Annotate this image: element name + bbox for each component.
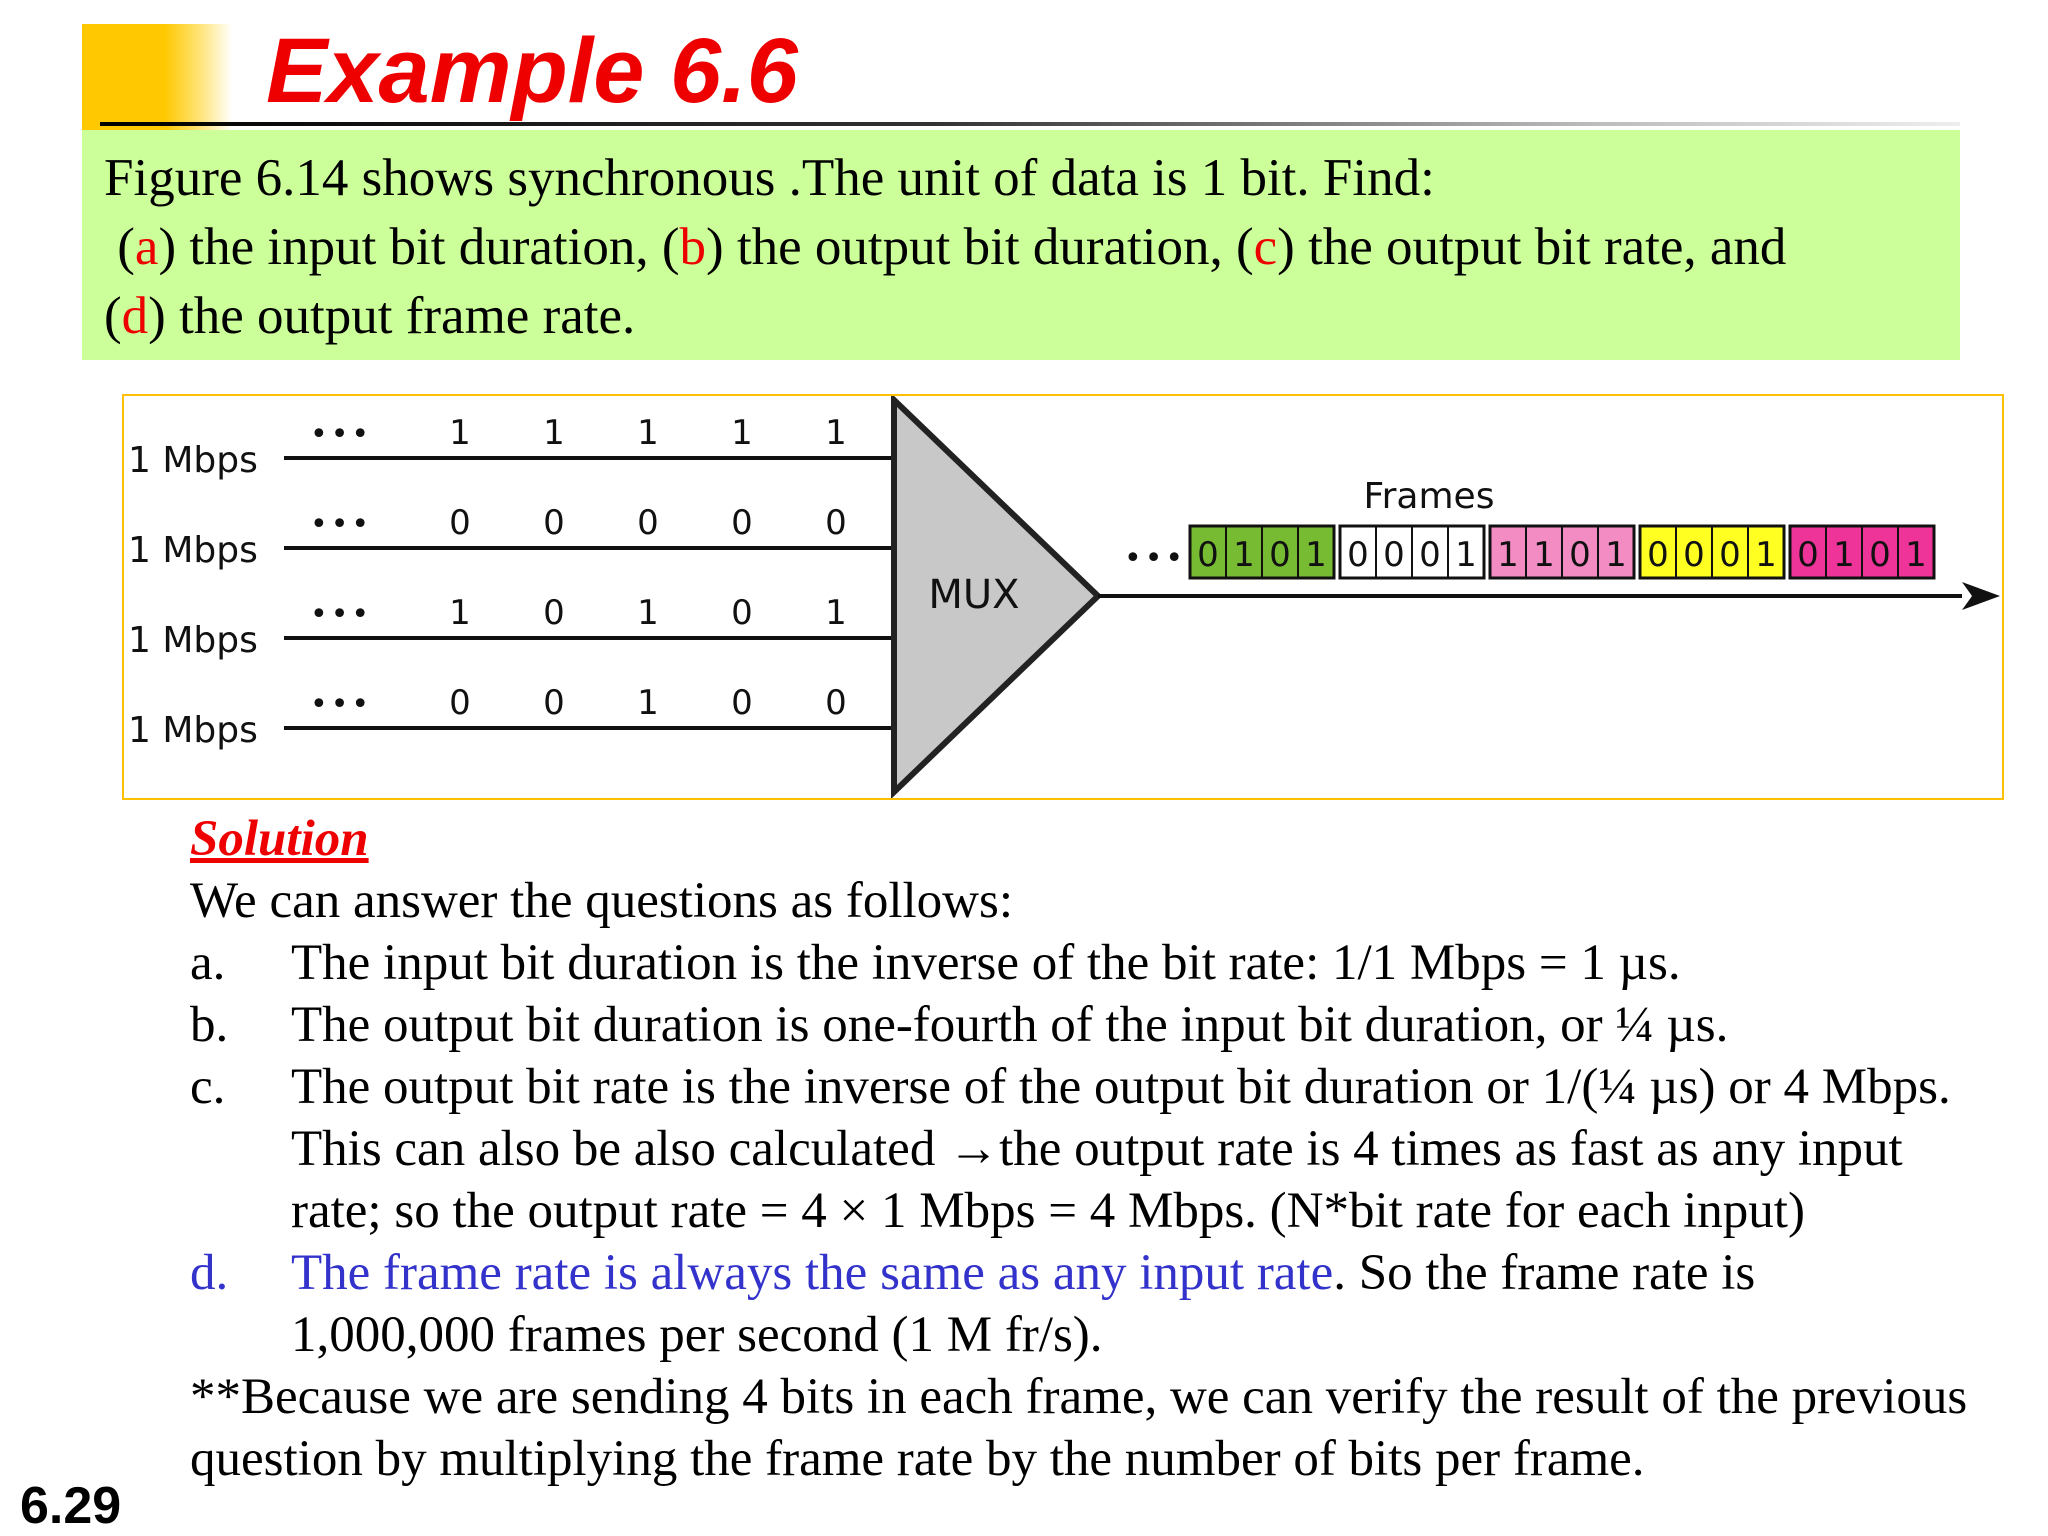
answer-d-highlight: The frame rate is always the same as any input rate bbox=[291, 1245, 1334, 1301]
input-lines bbox=[128, 413, 896, 751]
input-rate-label: 1 Mbps bbox=[128, 620, 258, 661]
frame-bit: 1 bbox=[1533, 535, 1555, 575]
input-bit: 0 bbox=[637, 503, 659, 543]
question-part-c: (c) the output bit rate, and bbox=[1235, 218, 1787, 276]
input-rate-label: 1 Mbps bbox=[128, 710, 258, 751]
frame-bit: 0 bbox=[1269, 535, 1291, 575]
answer-d-line-2: 1,000,000 frames per second (1 M fr/s). bbox=[291, 1307, 1103, 1363]
frame-bit: 1 bbox=[1497, 535, 1519, 575]
answer-marker: b. bbox=[190, 997, 229, 1053]
question-part-a: (a) the input bit duration, bbox=[104, 218, 662, 276]
part-letter-a: a bbox=[134, 218, 159, 276]
input-bit: 1 bbox=[637, 413, 659, 453]
input-bit: 0 bbox=[449, 683, 471, 723]
frame-bit: 0 bbox=[1347, 535, 1369, 575]
input-bit: 1 bbox=[825, 413, 847, 453]
frame-bit: 0 bbox=[1569, 535, 1591, 575]
answer-d bbox=[190, 1242, 2010, 1366]
part-letter-b: b bbox=[679, 218, 707, 276]
input-bit: 1 bbox=[637, 593, 659, 633]
question-part-b: (b) the output bit duration, bbox=[661, 218, 1236, 276]
answer-d-rest: . So the frame rate is bbox=[1333, 1245, 1756, 1301]
answer-c bbox=[190, 1056, 2010, 1242]
input-rate-label: 1 Mbps bbox=[128, 530, 258, 571]
frame-bit: 0 bbox=[1647, 535, 1669, 575]
mux-label: MUX bbox=[928, 572, 1020, 618]
answer-a bbox=[190, 932, 2010, 994]
frame-bit: 1 bbox=[1905, 535, 1927, 575]
answer-text: The output bit duration is one-fourth of the input bit duration, or ¼ µs. bbox=[291, 997, 1729, 1053]
question-part-d: (d) the output frame rate. bbox=[104, 287, 636, 345]
input-bit: 1 bbox=[825, 593, 847, 633]
answer-text bbox=[291, 1056, 2010, 1242]
frame-bit: 0 bbox=[1719, 535, 1741, 575]
solution-heading: Solution bbox=[190, 811, 369, 867]
frame-bit: 1 bbox=[1455, 535, 1477, 575]
input-bit: 0 bbox=[543, 503, 565, 543]
note-line-2: question by multiplying the frame rate by the number of bits per frame. bbox=[190, 1431, 1645, 1487]
title-accent-bar bbox=[82, 24, 232, 132]
input-bit: 0 bbox=[825, 503, 847, 543]
input-bit: 1 bbox=[543, 413, 565, 453]
question-line-1: Figure 6.14 shows synchronous .The unit of data is 1 bit. Find: bbox=[104, 149, 1435, 207]
frame-bit: 0 bbox=[1197, 535, 1219, 575]
mux-diagram bbox=[122, 394, 2004, 800]
part-letter-c: c bbox=[1253, 218, 1278, 276]
title-underline bbox=[100, 122, 1960, 126]
answer-c-line-3: rate; so the output rate = 4 × 1 Mbps = 4 Mbps. (N*bit rate for each input) bbox=[291, 1183, 1805, 1239]
answer-c-line-2: This can also be also calculated →the output rate is 4 times as fast as any input bbox=[291, 1121, 1903, 1177]
question-box bbox=[82, 130, 1960, 360]
input-bit: 0 bbox=[731, 503, 753, 543]
input-bit: 1 bbox=[731, 413, 753, 453]
answer-marker: a. bbox=[190, 935, 226, 991]
input-bit: 1 bbox=[449, 413, 471, 453]
input-bit: 0 bbox=[449, 503, 471, 543]
slide-title: Example 6.6 bbox=[266, 20, 798, 122]
frame-bit: 1 bbox=[1755, 535, 1777, 575]
part-letter-d: d bbox=[121, 287, 149, 345]
verification-note bbox=[190, 1366, 2010, 1490]
frame-bit: 0 bbox=[1797, 535, 1819, 575]
input-rate-label: 1 Mbps bbox=[128, 440, 258, 481]
frame-bit: 0 bbox=[1683, 535, 1705, 575]
input-bit: 0 bbox=[543, 683, 565, 723]
input-bit: 0 bbox=[543, 593, 565, 633]
frame-bit: 1 bbox=[1605, 535, 1627, 575]
input-bit: 0 bbox=[825, 683, 847, 723]
input-bit: 0 bbox=[731, 593, 753, 633]
frame-bit: 1 bbox=[1833, 535, 1855, 575]
input-bit: 1 bbox=[449, 593, 471, 633]
note-line-1: **Because we are sending 4 bits in each frame, we can verify the result of the previous bbox=[190, 1369, 1968, 1425]
frames-label: Frames bbox=[1363, 476, 1495, 517]
input-ellipsis: ••• bbox=[310, 507, 373, 542]
frame-bit: 1 bbox=[1305, 535, 1327, 575]
mux-diagram-svg bbox=[124, 396, 2002, 798]
frame-bit: 0 bbox=[1383, 535, 1405, 575]
answer-c-line-1: The output bit rate is the inverse of the output bit duration or 1/(¼ µs) or 4 Mbps. bbox=[291, 1059, 1951, 1115]
input-ellipsis: ••• bbox=[310, 597, 373, 632]
output-ellipsis: ••• bbox=[1124, 541, 1187, 576]
answer-marker: c. bbox=[190, 1059, 226, 1115]
input-bit: 1 bbox=[637, 683, 659, 723]
answer-b bbox=[190, 994, 2010, 1056]
solution-intro: We can answer the questions as follows: bbox=[190, 873, 1014, 929]
output-frames bbox=[1190, 526, 1934, 578]
frame-bit: 0 bbox=[1419, 535, 1441, 575]
frame-bit: 0 bbox=[1869, 535, 1891, 575]
frame-bit: 1 bbox=[1233, 535, 1255, 575]
input-ellipsis: ••• bbox=[310, 417, 373, 452]
solution-section bbox=[190, 808, 2010, 1490]
input-ellipsis: ••• bbox=[310, 687, 373, 722]
page-number: 6.29 bbox=[20, 1477, 122, 1535]
answer-text bbox=[291, 1242, 2010, 1366]
answer-text: The input bit duration is the inverse of the bit rate: 1/1 Mbps = 1 µs. bbox=[291, 935, 1681, 991]
answer-marker: d. bbox=[190, 1245, 229, 1301]
input-bit: 0 bbox=[731, 683, 753, 723]
output-arrowhead bbox=[1962, 582, 2000, 610]
